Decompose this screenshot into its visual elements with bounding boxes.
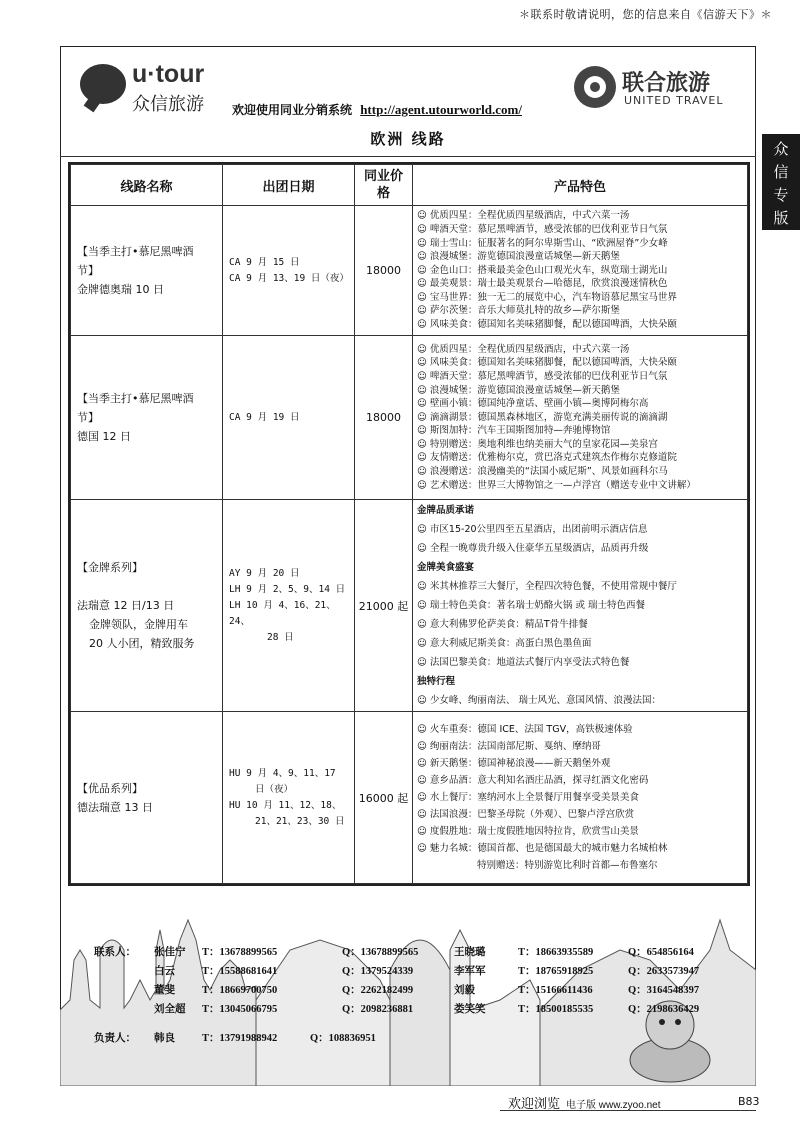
contact-name: 刘毅 bbox=[454, 985, 475, 996]
price-cell: 18000 bbox=[355, 336, 413, 500]
feature-line: ☺ 魅力名城：德国首都、也是德国最大的城市魅力名城柏林 bbox=[417, 843, 668, 854]
date-line: HU 9 月 4、9、11、17 bbox=[229, 767, 336, 779]
side-tab-char: 专 bbox=[773, 186, 789, 204]
contact-phone[interactable]: T：15588681641 bbox=[202, 966, 278, 977]
feature-line: ☺ 啤酒天堂：慕尼黑啤酒节，感受浓郁的巴伐利亚节日气氛 bbox=[417, 370, 668, 382]
feature-line: ☺ 风味美食：德国知名美味猪脚餐，配以德国啤酒，大快朵颐 bbox=[417, 319, 677, 331]
contact-phone[interactable]: T：13045066795 bbox=[202, 1004, 278, 1015]
date-line: CA 9 月 13、19 日（夜） bbox=[229, 272, 349, 284]
feature-line: ☺ 意乡品酒：意大利知名酒庄品酒，探寻红酒文化密码 bbox=[417, 775, 649, 786]
contact-name: 刘全超 bbox=[154, 1004, 186, 1015]
footer-text: 欢迎浏览 bbox=[508, 1097, 561, 1112]
date-line: AY 9 月 20 日 bbox=[229, 567, 300, 579]
contact-qq[interactable]: Q：2633573947 bbox=[628, 966, 700, 977]
route-name-cell bbox=[71, 500, 223, 712]
date-line: LH 9 月 2、5、9、14 日 bbox=[229, 583, 346, 595]
contact-qq[interactable]: Q：13678899565 bbox=[342, 947, 419, 958]
title-divider bbox=[60, 156, 756, 157]
feature-section-title: 金牌美食盛宴 bbox=[417, 562, 475, 573]
route-name-cell bbox=[71, 206, 223, 336]
feature-line: ☺ 滴滴湖景：德国黑森林地区，游览充满美丽传说的滴滴湖 bbox=[417, 411, 668, 423]
contact-qq[interactable]: Q：2098236881 bbox=[342, 1004, 414, 1015]
footer-divider bbox=[500, 1110, 756, 1111]
contact-name: 白云 bbox=[154, 966, 175, 977]
route-name-line: 【优品系列】 bbox=[77, 781, 143, 795]
feature-line: ☺ 市区15-20公里四至五星酒店，出团前明示酒店信息 bbox=[417, 524, 648, 535]
utour-brand: u·tour bbox=[132, 60, 205, 88]
route-name-cell bbox=[71, 712, 223, 884]
contact-qq[interactable]: Q：2262182499 bbox=[342, 985, 414, 996]
agent-url-link[interactable]: http://agent.utourworld.com/ bbox=[360, 102, 522, 117]
feature-section-title: 独特行程 bbox=[417, 676, 456, 687]
contact-phone[interactable]: T：18500185535 bbox=[518, 1004, 594, 1015]
feature-line: ☺ 瑞士特色美食：著名瑞士奶酪火锅 或 瑞士特色西餐 bbox=[417, 600, 645, 611]
date-line: HU 10 月 11、12、18、 bbox=[229, 799, 342, 811]
feature-line: ☺ 火车重奏：德国 ICE、法国 TGV，高铁极速体验 bbox=[417, 724, 633, 735]
header bbox=[60, 46, 756, 126]
feature-line: 特别赠送：特别游览比利时首都—布鲁塞尔 bbox=[477, 860, 658, 871]
feature-line: ☺ 意大利威尼斯美食：高蛋白黑色墨鱼面 bbox=[417, 638, 592, 649]
header-price-label: 同业价格 bbox=[363, 169, 403, 201]
price-cell: 18000 bbox=[355, 206, 413, 336]
feature-line: ☺ 最美观景：瑞士最美观景台—哈德昆，欣赏浪漫迷情秋色 bbox=[417, 278, 668, 290]
united-en-name: UNITED TRAVEL bbox=[624, 94, 724, 107]
feature-line: ☺ 优质四星：全程优质四星级酒店，中式六菜一汤 bbox=[417, 343, 630, 355]
contact-phone[interactable]: T：13678899565 bbox=[202, 947, 278, 958]
feature-line: ☺ 新天鹅堡：德国神秘浪漫——新天鹅堡外观 bbox=[417, 758, 611, 769]
features-cell bbox=[413, 336, 748, 500]
date-line: LH 10 月 4、16、21、24、 bbox=[229, 599, 336, 627]
date-line: CA 9 月 15 日 bbox=[229, 256, 300, 268]
contact-name: 张佳宁 bbox=[154, 947, 186, 958]
depart-date-cell bbox=[223, 206, 355, 336]
feature-line: ☺ 优质四星：全程优质四星级酒店，中式六菜一汤 bbox=[417, 210, 630, 222]
contact-phone[interactable]: T：15166611436 bbox=[518, 985, 593, 996]
contact-qq[interactable]: Q：654856164 bbox=[628, 947, 694, 958]
feature-line: ☺ 水上餐厅：塞纳河水上全景餐厅用餐享受美景美食 bbox=[417, 792, 639, 803]
page-title: 欧洲 线路 bbox=[370, 130, 446, 148]
page-number: B83 bbox=[738, 1095, 760, 1108]
feature-line: ☺ 金色山口：搭乘最美金色山口观光火车，纵览瑞士湖光山 bbox=[417, 264, 668, 276]
route-name-line: 【金牌系列】 bbox=[77, 561, 143, 574]
feature-line: ☺ 萨尔茨堡：音乐大师莫扎特的故乡—萨尔斯堡 bbox=[417, 305, 620, 317]
route-table bbox=[68, 162, 750, 886]
feature-line: ☺ 友情赠送：优雅梅尔克，赏巴洛克式建筑杰作梅尔克修道院 bbox=[417, 452, 677, 464]
utour-cn-name: 众信旅游 bbox=[132, 94, 204, 115]
contact-name: 董斐 bbox=[154, 985, 175, 996]
table-row[interactable] bbox=[71, 500, 748, 712]
route-name-line: 德法瑞意 13 日 bbox=[77, 800, 153, 814]
contact-qq[interactable]: Q：2198636429 bbox=[628, 1004, 700, 1015]
welcome-text bbox=[232, 101, 522, 118]
speech-bubble-icon bbox=[80, 64, 126, 104]
route-name-line: 德国 12 日 bbox=[77, 430, 131, 443]
manager-name: 韩良 bbox=[154, 1033, 175, 1044]
united-cn-name: 联合旅游 bbox=[622, 71, 711, 96]
side-tab-char: 版 bbox=[773, 209, 789, 227]
header-depart-date: 出团日期 bbox=[223, 165, 355, 206]
header-price bbox=[355, 165, 413, 206]
features-cell bbox=[413, 712, 748, 884]
top-note: ＊联系时敬请说明，您的信息来自《信游天下》＊ bbox=[519, 8, 772, 21]
feature-line: ☺ 意大利佛罗伦萨美食：精品T骨牛排餐 bbox=[417, 619, 588, 630]
contact-area bbox=[60, 890, 756, 1086]
depart-date-cell bbox=[223, 500, 355, 712]
price-cell: 21000 起 bbox=[355, 500, 413, 712]
feature-line: ☺ 宝马世界：独一无二的展览中心，汽车物语慕尼黑宝马世界 bbox=[417, 291, 677, 303]
contacts-label: 联系人： bbox=[94, 947, 136, 958]
depart-date-cell bbox=[223, 712, 355, 884]
contact-name: 李军军 bbox=[454, 966, 486, 977]
feature-line: ☺ 米其林推荐三大餐厅，全程四次特色餐，不使用常规中餐厅 bbox=[417, 581, 677, 592]
feature-line: ☺ 绚丽南法：法国南部尼斯、戛纳、摩纳哥 bbox=[417, 741, 601, 752]
table-row[interactable] bbox=[71, 336, 748, 500]
contact-qq[interactable]: Q：3164548397 bbox=[628, 985, 700, 996]
feature-line: ☺ 少女峰、绚丽南法、 瑞士风光、意国风情、浪漫法国： bbox=[417, 695, 661, 706]
feature-line: ☺ 全程一晚尊贵升级入住豪华五星级酒店，品质再升级 bbox=[417, 543, 649, 554]
manager-qq[interactable]: Q：108836951 bbox=[310, 1033, 376, 1044]
route-name-line: 节】 bbox=[77, 264, 99, 277]
price-cell: 16000 起 bbox=[355, 712, 413, 884]
feature-line: ☺ 啤酒天堂：慕尼黑啤酒节，感受浓郁的巴伐利亚节日气氛 bbox=[417, 223, 668, 235]
route-name-line: 金牌德奥瑞 10 日 bbox=[77, 283, 164, 296]
route-name-line: 【当季主打•慕尼黑啤酒 bbox=[77, 245, 194, 258]
route-name-line: 【当季主打•慕尼黑啤酒 bbox=[77, 392, 194, 405]
feature-line: ☺ 浪漫城堡：游览德国浪漫童话城堡—新天鹅堡 bbox=[417, 251, 620, 263]
feature-line: ☺ 壁画小镇：德国纯净童话、壁画小镇—奥博阿梅尔高 bbox=[417, 398, 649, 410]
contact-phone[interactable]: T：18663935589 bbox=[518, 947, 594, 958]
feature-line: ☺ 法国巴黎美食：地道法式餐厅内享受法式特色餐 bbox=[417, 657, 630, 668]
date-line: CA 9 月 19 日 bbox=[229, 411, 300, 423]
features-cell bbox=[413, 206, 748, 336]
feature-line: ☺ 艺术赠送：世界三大博物馆之一—卢浮宫（赠送专业中文讲解） bbox=[417, 479, 696, 491]
united-swirl-icon bbox=[574, 66, 616, 108]
contact-phone[interactable]: T：18765918925 bbox=[518, 966, 594, 977]
route-name-line: 20 人小团，精致服务 bbox=[89, 637, 195, 650]
route-name-line bbox=[77, 577, 222, 596]
feature-line: ☺ 浪漫城堡：游览德国浪漫童话城堡—新天鹅堡 bbox=[417, 384, 620, 396]
table-row[interactable] bbox=[71, 712, 748, 884]
side-tab bbox=[762, 134, 800, 230]
manager-phone[interactable]: T：13791988942 bbox=[202, 1033, 278, 1044]
route-name-cell bbox=[71, 336, 223, 500]
feature-line: ☺ 瑞士雪山：征服著名的阿尔卑斯雪山、“欧洲屋脊”少女峰 bbox=[417, 237, 668, 249]
header-route-name: 线路名称 bbox=[71, 165, 223, 206]
welcome-label: 欢迎使用同业分销系统 bbox=[232, 103, 353, 117]
feature-line: ☺ 斯图加特：汽车王国斯图加特—奔驰博物馆 bbox=[417, 425, 611, 437]
features-cell bbox=[413, 500, 748, 712]
feature-line: ☺ 浪漫赠送：浪漫幽美的“法国小威尼斯”、风景如画科尔马 bbox=[417, 466, 668, 478]
route-name-line: 节】 bbox=[77, 411, 99, 424]
manager-label: 负责人： bbox=[94, 1033, 136, 1044]
route-name-line: 法瑞意 12 日/13 日 bbox=[77, 599, 175, 612]
table-row[interactable] bbox=[71, 206, 748, 336]
feature-line: ☺ 风味美食：德国知名美味猪脚餐，配以德国啤酒，大快朵颐 bbox=[417, 357, 677, 369]
depart-date-cell bbox=[223, 336, 355, 500]
date-line: 日（夜） bbox=[255, 783, 294, 795]
route-name-line: 金牌领队，金牌用车 bbox=[89, 618, 188, 631]
contact-phone[interactable]: T：18669700750 bbox=[202, 985, 278, 996]
footer-site-link[interactable]: 电子版 www.zyoo.net bbox=[566, 1100, 661, 1111]
side-tab-char: 众 bbox=[773, 140, 789, 158]
feature-line: ☺ 特别赠送：奥地利维也纳美丽大气的皇家花园—美泉宫 bbox=[417, 438, 658, 450]
header-features: 产品特色 bbox=[413, 165, 748, 206]
contact-name: 王晓璐 bbox=[454, 947, 486, 958]
date-line: 21、21、23、30 日 bbox=[255, 815, 345, 827]
side-tab-char: 信 bbox=[773, 163, 789, 181]
contact-qq[interactable]: Q：1379524339 bbox=[342, 966, 414, 977]
date-line: 28 日 bbox=[267, 631, 294, 643]
feature-section-title: 金牌品质承诺 bbox=[417, 505, 475, 516]
feature-line: ☺ 度假胜地：瑞士度假胜地因特拉肯，欣赏雪山美景 bbox=[417, 826, 639, 837]
contact-name: 娄笑笑 bbox=[454, 1004, 486, 1015]
feature-line: ☺ 法国浪漫：巴黎圣母院（外观）、巴黎卢浮宫欣赏 bbox=[417, 809, 635, 820]
